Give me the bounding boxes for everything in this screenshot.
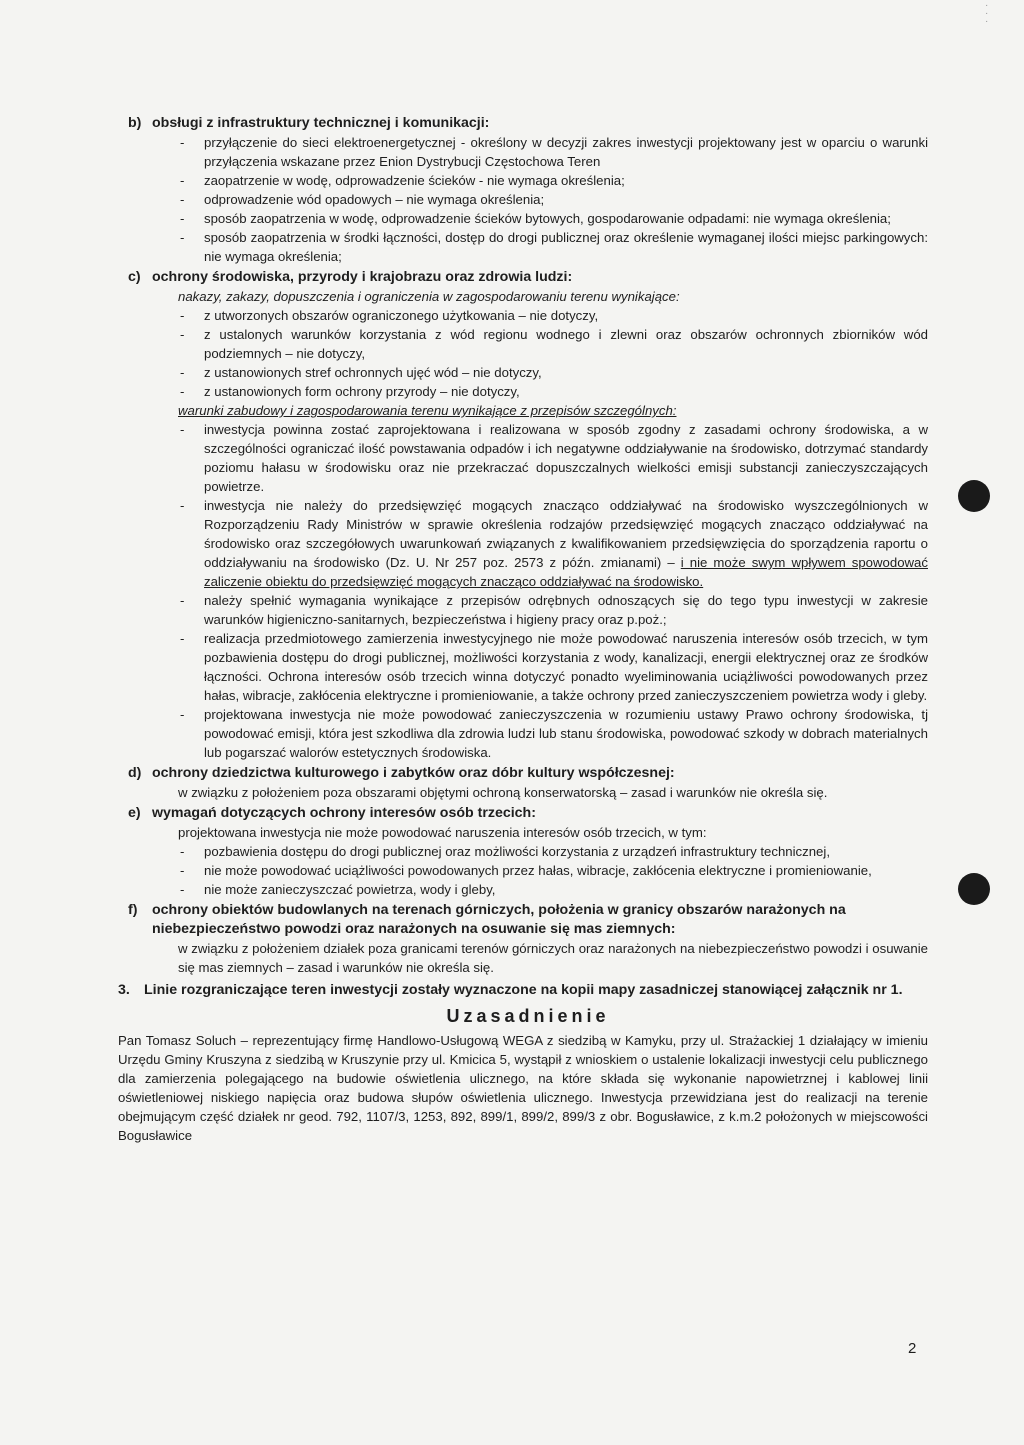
list-item: - z ustanowionych form ochrony przyrody – nie dotyczy, bbox=[178, 382, 928, 401]
section-letter: c) bbox=[128, 269, 141, 285]
list-item: - odprowadzenie wód opadowych – nie wymaga określenia; bbox=[178, 190, 928, 209]
list-item: - sposób zaopatrzenia w środki łączności, dostęp do drogi publicznej oraz określenie wymaganej ilości miejsc parkingowych: nie wymaga określenia; bbox=[178, 228, 928, 266]
item-number: 3. bbox=[118, 982, 130, 998]
section-e-list bbox=[128, 842, 928, 899]
list-item: - przyłączenie do sieci elektroenergetycznej - określony w decyzji zakres inwestycji projektowany jest w oparciu o warunki przyłączenia wskazane przez Enion Dystrybucji Częstochowa Teren bbox=[178, 133, 928, 171]
section-c-list-2 bbox=[128, 420, 928, 762]
section-c-list-1 bbox=[128, 306, 928, 401]
justification-text: Pan Tomasz Soluch – reprezentujący firmę Handlowo-Usługową WEGA z siedzibą w Kamyku, przy ul. Strażackiej 1 działający w imieniu Urzędu Gminy Kruszyna z siedzibą w Kruszynie przy ul. Kmicica 5, wystąpił z wnioskiem o ustalenie lokalizacji inwestycji celu publicznego dla zamierzenia polegającego na budowie oświetlenia ulicznego, na które składa się wykonanie napowietrznej i kablowej linii oświetleniowej niskiego napięcia oraz budowa słupów oświetlenia ulicznego. Inwestycja przewidziana jest do realizacji na terenie obejmującym część działek nr geod. 792, 1107/3, 1253, 892, 899/1, 899/2, 899/3 z obr. Bogusławice, z k.m.2 położonych w miejscowości Bogusławice bbox=[118, 1033, 928, 1143]
section-c-heading bbox=[128, 268, 928, 287]
section-title: ochrony obiektów budowlanych na terenach górniczych, położenia w granicy obszarów narażonych na niebezpieczeństwo powodzi oraz narażonych na osuwanie się mas ziemnych: bbox=[152, 902, 846, 937]
list-item: - pozbawienia dostępu do drogi publicznej oraz możliwości korzystania z urządzeń infrastruktury technicznej, bbox=[178, 842, 928, 861]
list-item-regulation bbox=[178, 496, 928, 591]
section-title: ochrony dziedzictwa kulturowego i zabytków oraz dóbr kultury współczesnej: bbox=[152, 765, 675, 781]
section-d-text: w związku z położeniem poza obszarami objętymi ochroną konserwatorską – zasad i warunków nie określa się. bbox=[178, 785, 828, 800]
section-e-heading bbox=[128, 804, 928, 823]
regulation-underlined: i nie może swym wpływem spowodować zaliczenie obiektu do przedsięwzięć mogących znacząco oddziaływać na środowisko. bbox=[204, 555, 928, 589]
list-item: - projektowana inwestycja nie może powodować zanieczyszczenia w rozumieniu ustawy Prawo ochrony środowiska, tj powodować emisji, która jest szkodliwa dla zdrowia ludzi lub stanu środowiska, powodować szkody w dobrach materialnych lub pogarszać walorów estetycznych środowiska. bbox=[178, 705, 928, 762]
page-number: 2 bbox=[908, 1340, 917, 1357]
section-f-text: w związku z położeniem działek poza granicami terenów górniczych oraz narażonych na niebezpieczeństwo powodzi i osuwanie się mas ziemnych – zasad i warunków nie określa się. bbox=[178, 941, 928, 975]
section-f-heading bbox=[128, 901, 928, 939]
punch-hole-top bbox=[958, 480, 990, 512]
regulation-text: inwestycja nie należy do przedsięwzięć mogących znacząco oddziaływać na środowisko wyszczególnionych w Rozporządzeniu Rady Ministrów w sprawie określenia rodzajów przedsięwzięć mogących znacząco oddziaływać na środowisko oraz szczegółowych uwarunkowań związanych z kwalifikowaniem przedsięwzięcia do sporządzenia raportu o oddziaływaniu na środowisko (Dz. U. Nr 257 poz. 2573 z późn. zmianami) – bbox=[204, 498, 928, 570]
section-letter: e) bbox=[128, 805, 141, 821]
item-text: Linie rozgraniczające teren inwestycji zostały wyznaczone na kopii mapy zasadniczej stanowiącej załącznik nr 1. bbox=[144, 982, 903, 998]
list-item: - nie może zanieczyszczać powietrza, wody i gleby, bbox=[178, 880, 928, 899]
scan-mark: · · · bbox=[985, 0, 989, 27]
list-item: - z utworzonych obszarów ograniczonego użytkowania – nie dotyczy, bbox=[178, 306, 928, 325]
list-item: - należy spełnić wymagania wynikające z przepisów odrębnych odnoszących się do tego typu inwestycji w zakresie warunków higieniczno-sanitarnych, bezpieczeństwa i higieny pracy oraz p.poż.; bbox=[178, 591, 928, 629]
section-letter: d) bbox=[128, 765, 142, 781]
section-letter: f) bbox=[128, 902, 138, 918]
list-item: - zaopatrzenie w wodę, odprowadzenie ścieków - nie wymaga określenia; bbox=[178, 171, 928, 190]
document-body bbox=[118, 112, 928, 1145]
section-letter: b) bbox=[128, 115, 142, 131]
punch-hole-bottom bbox=[958, 873, 990, 905]
list-item: - realizacja przedmiotowego zamierzenia inwestycyjnego nie może powodować naruszenia interesów osób trzecich, w tym pozbawienia dostępu do drogi publicznej, możliwości korzystania z wody, kanalizacji, energii elektrycznej oraz ze środków łączności. Ochrona interesów osób trzecich winna dotyczyć ponadto wyeliminowania uciążliwości powodowanych przez hałas, wibracje, zakłócenia elektryczne i promieniowanie, a także ochrony przed zanieczyszczeniem powietrza wody i gleby. bbox=[178, 629, 928, 705]
section-title: obsługi z infrastruktury technicznej i komunikacji: bbox=[152, 115, 490, 131]
section-e-intro: projektowana inwestycja nie może powodować naruszenia interesów osób trzecich, w tym: bbox=[178, 825, 707, 840]
list-item: - z ustanowionych stref ochronnych ujęć wód – nie dotyczy, bbox=[178, 363, 928, 382]
list-item: - z ustalonych warunków korzystania z wód regionu wodnego i zlewni oraz obszarów ochronnych zbiorników wód podziemnych – nie dotyczy, bbox=[178, 325, 928, 363]
list-item: - sposób zaopatrzenia w wodę, odprowadzenie ścieków bytowych, gospodarowanie odpadami: nie wymaga określenia; bbox=[178, 209, 928, 228]
list-item: - nie może powodować uciążliwości powodowanych przez hałas, wibracje, zakłócenia elektryczne i promieniowanie, bbox=[178, 861, 928, 880]
justification-heading: Uzasadnienie bbox=[446, 1006, 610, 1026]
section-c-intro: nakazy, zakazy, dopuszczenia i ograniczenia w zagospodarowaniu terenu wynikające: bbox=[178, 289, 680, 304]
item-3 bbox=[118, 981, 928, 1000]
section-c-subheading: warunki zabudowy i zagospodarowania terenu wynikające z przepisów szczególnych: bbox=[178, 403, 677, 418]
section-title: wymagań dotyczących ochrony interesów osób trzecich: bbox=[152, 805, 536, 821]
section-d-heading bbox=[128, 764, 928, 783]
section-b-heading bbox=[128, 114, 928, 133]
section-b-list bbox=[128, 133, 928, 266]
section-title: ochrony środowiska, przyrody i krajobrazu oraz zdrowia ludzi: bbox=[152, 269, 573, 285]
list-item: - inwestycja powinna zostać zaprojektowana i realizowana w sposób zgodny z zasadami ochrony środowiska, a w szczególności ograniczać ilość powstawania odpadów i ich negatywne oddziaływanie na środowisko, dotrzymać standardy poziomu hałasu w środowisku oraz nie przekraczać dopuszczalnych wielkości emisji substancji zanieczyszczających powietrze. bbox=[178, 420, 928, 496]
